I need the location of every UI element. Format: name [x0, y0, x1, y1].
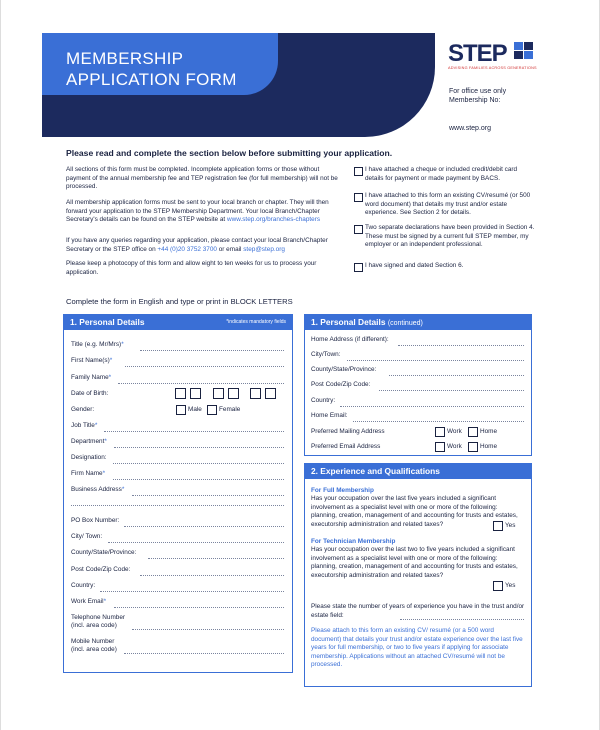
- home-country-input[interactable]: [340, 406, 524, 407]
- home-address-label: Home Address (if different):: [311, 336, 389, 343]
- job-title-input[interactable]: [104, 431, 284, 432]
- home-county-label: County/State/Province:: [311, 366, 377, 373]
- required-mark: *: [102, 470, 106, 477]
- form-title-line-1: MEMBERSHIP: [66, 49, 184, 68]
- telephone-label: [71, 614, 125, 630]
- mobile-label-line-1: Mobile Number: [71, 638, 115, 645]
- po-box-input[interactable]: [124, 526, 284, 527]
- checkbox[interactable]: [354, 263, 363, 272]
- office-use-box: [449, 87, 506, 105]
- branches-link[interactable]: www.step.org/branches-chapters: [226, 216, 321, 224]
- home-postcode-label: Post Code/Zip Code:: [311, 381, 371, 388]
- personal-details-title: 1. Personal Details: [70, 317, 145, 327]
- telephone-input[interactable]: [132, 629, 284, 630]
- personal-details-continued-heading: [305, 315, 531, 330]
- department-input[interactable]: [114, 447, 284, 448]
- firm-name-label: [71, 470, 105, 477]
- phone-link[interactable]: +44 (0)20 3752 3700: [157, 245, 217, 253]
- years-experience-question: Please state the number of years of experience you have in the trust and/or estate field:: [311, 603, 525, 619]
- family-name-label: [71, 374, 111, 381]
- home-county-input[interactable]: [389, 375, 524, 376]
- instructions-title: Please read and complete the section below before submitting your application.: [66, 148, 393, 158]
- checklist-text: Two separate declarations have been provided in Section 4. These must be signed by a current full STEP member, my employer or an independent professional.: [365, 224, 535, 249]
- paragraph-3-text-or: or email: [216, 245, 244, 253]
- mobile-label: [71, 638, 117, 654]
- gender-female-checkbox[interactable]: [207, 405, 217, 415]
- required-mark: *: [103, 598, 107, 605]
- dob-box-3[interactable]: [213, 388, 224, 399]
- mandatory-note: *indicates mandatory fields: [226, 319, 286, 325]
- logo-mark-icon: [514, 42, 534, 60]
- job-title-label: [71, 422, 97, 429]
- work-email-input[interactable]: [114, 607, 284, 608]
- pref-email-work-checkbox[interactable]: [435, 442, 445, 452]
- gender-male-checkbox[interactable]: [176, 405, 186, 415]
- business-address-input-2[interactable]: [71, 505, 284, 506]
- first-name-input[interactable]: [125, 366, 284, 367]
- female-label: Female: [219, 406, 241, 413]
- first-name-label: [71, 357, 112, 364]
- full-membership-heading: For Full Membership: [311, 487, 374, 494]
- title-input[interactable]: [140, 350, 284, 351]
- home-email-input[interactable]: [353, 421, 524, 422]
- work-email-label: [71, 598, 106, 605]
- department-label: [71, 438, 107, 445]
- paragraph-3-text: If you have any queries regarding your application, please contact your local Branch/Chapter Secretary or the STEP office on: [66, 237, 328, 253]
- pref-mailing-home-checkbox[interactable]: [468, 427, 478, 437]
- full-membership-question: Has your occupation over the last five years included a significant involvement as a specialist level with one or more of the following: planning, creation, management of and accounting for trusts and estates, executorship administration and related taxes?: [311, 495, 518, 528]
- dob-box-2[interactable]: [190, 388, 201, 399]
- business-address-input-1[interactable]: [132, 495, 284, 496]
- pref-mailing-work-checkbox[interactable]: [435, 427, 445, 437]
- designation-input[interactable]: [113, 463, 284, 464]
- title-label: [71, 341, 124, 348]
- checklist-text: I have attached a cheque or included credit/debit card details for payment or made payment by BACS.: [365, 166, 518, 182]
- required-mark: *: [121, 341, 124, 348]
- required-mark: *: [108, 374, 112, 381]
- business-address-label: [71, 486, 124, 493]
- checklist-text: I have signed and dated Section 6.: [365, 262, 464, 269]
- experience-heading: 2. Experience and Qualifications: [305, 464, 531, 479]
- dob-box-5[interactable]: [250, 388, 261, 399]
- family-name-input[interactable]: [118, 383, 284, 384]
- county-input[interactable]: [148, 558, 284, 559]
- technician-membership-yes-label: Yes: [505, 582, 516, 589]
- required-mark: *: [109, 357, 113, 364]
- full-membership-yes-label: Yes: [505, 522, 516, 529]
- label-text: Job Title: [71, 422, 95, 429]
- pref-mailing-label: Preferred Mailing Address: [311, 428, 385, 435]
- checkbox[interactable]: [354, 225, 363, 234]
- label-text: Firm Name: [71, 470, 103, 477]
- website-label: www.step.org: [449, 125, 492, 132]
- home-address-input[interactable]: [398, 345, 524, 346]
- office-use-label: For office use only: [449, 88, 507, 95]
- pref-email-work-label: Work: [447, 443, 462, 450]
- county-label: County/State/Province:: [71, 549, 137, 556]
- pref-email-label: Preferred Email Address: [311, 443, 381, 450]
- home-city-label: City/Town:: [311, 351, 341, 358]
- logo-text: STEP: [448, 40, 507, 67]
- home-email-label: Home Email:: [311, 412, 348, 419]
- checkbox[interactable]: [354, 167, 363, 176]
- label-text: Title (e.g. Mr/Mrs): [71, 341, 122, 348]
- logo-tagline: ADVISING FAMILIES ACROSS GENERATIONS: [448, 66, 537, 70]
- block-letters-note: Complete the form in English and type or print in BLOCK LETTERS: [66, 297, 293, 306]
- mobile-input[interactable]: [124, 653, 284, 654]
- full-membership-yes-checkbox[interactable]: [493, 521, 503, 531]
- male-label: Male: [188, 406, 202, 413]
- firm-name-input[interactable]: [113, 479, 284, 480]
- technician-membership-yes-checkbox[interactable]: [493, 581, 503, 591]
- postcode-input[interactable]: [140, 575, 284, 576]
- personal-details-heading: [64, 315, 292, 330]
- personal-cont-title: 1. Personal Details: [311, 317, 386, 327]
- country-input[interactable]: [100, 591, 284, 592]
- dob-box-1[interactable]: [175, 388, 186, 399]
- home-country-label: Country:: [311, 397, 336, 404]
- designation-label: Designation:: [71, 454, 107, 461]
- label-text: Family Name: [71, 374, 109, 381]
- instructions-paragraph-1: All sections of this form must be completed. Incomplete application forms or those without payment of the annual membership fee and TEP registration fee (for full membership) will not be processed.: [66, 166, 338, 191]
- label-text: Work Email: [71, 598, 104, 605]
- checklist-text: I have attached to this form an existing CV/resumé (or 500 word document) that details my trust and/or estate experience. See Section 2 for details.: [365, 192, 531, 217]
- years-experience-input[interactable]: [400, 619, 524, 620]
- city-label: City/ Town:: [71, 533, 103, 540]
- required-mark: *: [121, 486, 125, 493]
- required-mark: *: [94, 422, 98, 429]
- instructions-paragraph-2: [66, 199, 338, 225]
- telephone-label-line-1: Telephone Number: [71, 614, 125, 621]
- instructions-paragraph-4: Please keep a photocopy of this form and allow eight to ten weeks for us to process your application.: [66, 260, 317, 276]
- mobile-label-line-2: (incl. area code): [71, 646, 117, 653]
- label-text: Business Address: [71, 486, 122, 493]
- postcode-label: Post Code/Zip Code:: [71, 566, 131, 573]
- membership-no-label: Membership No:: [449, 97, 501, 104]
- home-postcode-input[interactable]: [379, 390, 524, 391]
- po-box-label: PO Box Number:: [71, 517, 120, 524]
- label-text: Department: [71, 438, 105, 445]
- country-label: Country:: [71, 582, 96, 589]
- label-text: First Name(s): [71, 357, 110, 364]
- city-input[interactable]: [108, 542, 284, 543]
- gender-label: Gender:: [71, 406, 95, 413]
- telephone-label-line-2: (incl. area code): [71, 622, 117, 629]
- pref-email-home-label: Home: [480, 443, 498, 450]
- dob-label: Date of Birth:: [71, 390, 109, 397]
- personal-cont-subtitle: (continued): [387, 320, 423, 327]
- technician-membership-question: Has your occupation over the last two to five years included a significant involvement as a specialist level with one or more of the following: planning, creation, management of and accounting for trusts and estates, executorship administration and related taxes?: [311, 546, 518, 579]
- home-city-input[interactable]: [347, 360, 524, 361]
- pref-mailing-home-label: Home: [480, 428, 498, 435]
- email-link[interactable]: step@step.org: [243, 245, 285, 253]
- dob-box-4[interactable]: [228, 388, 239, 399]
- checkbox[interactable]: [354, 193, 363, 202]
- pref-email-home-checkbox[interactable]: [468, 442, 478, 452]
- pref-mailing-work-label: Work: [447, 428, 462, 435]
- form-title-line-2: APPLICATION FORM: [66, 70, 237, 89]
- dob-box-6[interactable]: [265, 388, 276, 399]
- instructions-paragraph-3: [66, 237, 338, 254]
- cv-attachment-note: Please attach to this form an existing CV/ resumé (or a 500 word document) that details your trust and/or estate experience over the last five years for full membership, or two to five years if applying for associate membership. Applications without an attached CV/resumé will not be processed.: [311, 627, 523, 669]
- required-mark: *: [104, 438, 107, 445]
- paragraph-2-text: All membership application forms must be sent to your local branch or chapter. They will then forward your application to the STEP Membership Department. Your local Branch/Chapter Secretary's details can be found on the STEP website at: [66, 199, 329, 224]
- technician-membership-heading: For Technician Membership: [311, 538, 396, 545]
